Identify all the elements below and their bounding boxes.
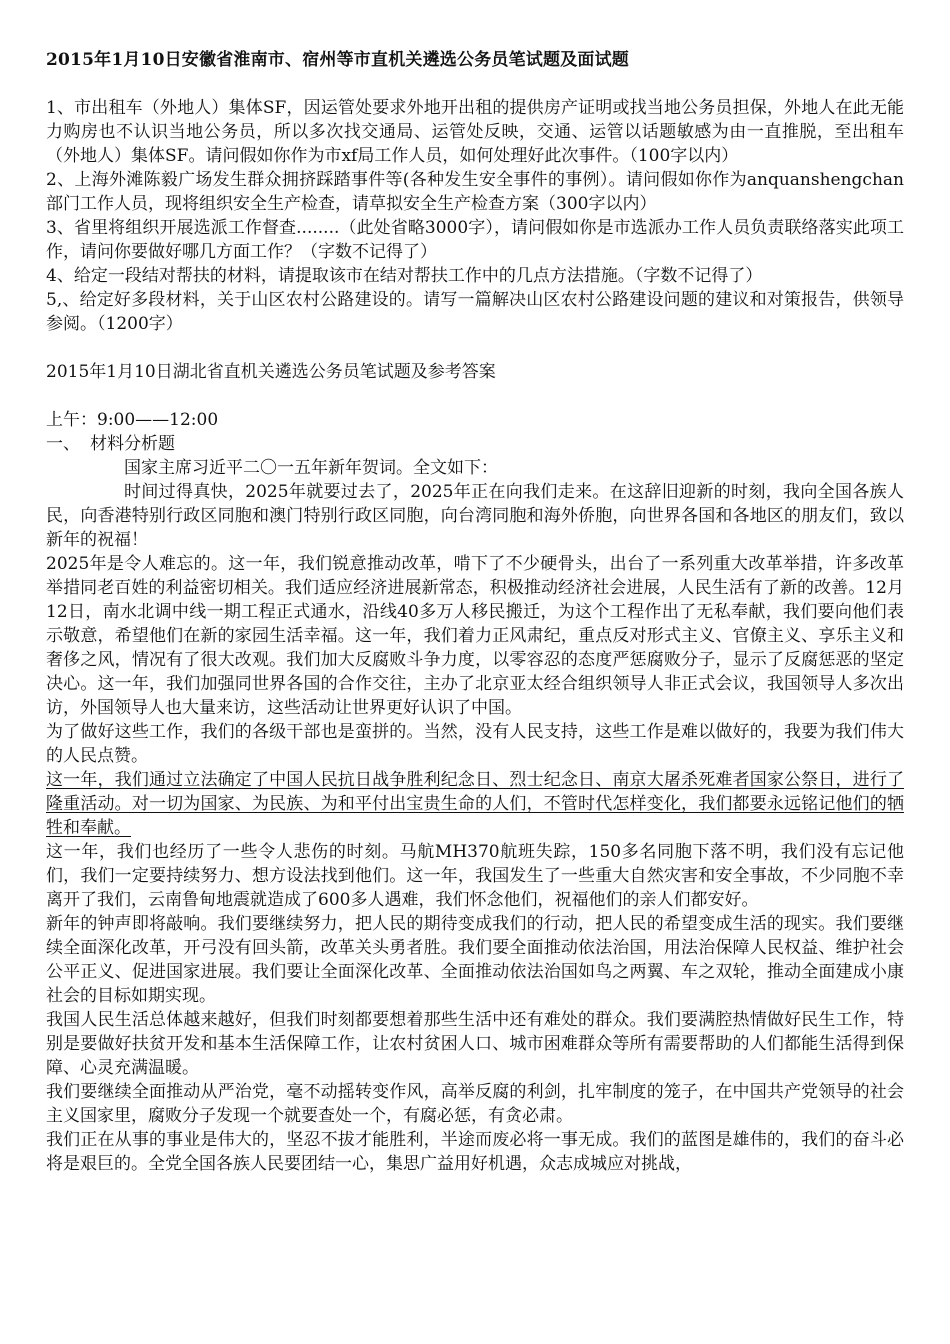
question-4: 4、给定一段结对帮扶的材料，请提取该市在结对帮扶工作中的几点方法措施。（字数不记得了） (46, 266, 763, 286)
section-heading (46, 432, 904, 456)
question-2: 2、上海外滩陈毅广场发生群众拥挤踩踏事件等(各种发生安全事件的事例）。请问假如你作为anquanshengchan部门工作人员，现将组织安全生产检查，请草拟安全生产检查方案（300字以内） (46, 170, 904, 214)
document-title: 2015年1月10日安徽省淮南市、宿州等市直机关遴选公务员笔试题及面试题 (46, 50, 629, 70)
speech-intro: 国家主席习近平二〇一五年新年贺词。全文如下： (124, 458, 498, 478)
speech-paragraph: 为了做好这些工作，我们的各级干部也是蛮拼的。当然，没有人民支持，这些工作是难以做好的，我要为我们伟大的人民点赞。 (46, 722, 904, 766)
section-number: 一、 (46, 434, 80, 454)
exam-time: 上午：9:00——12:00 (46, 410, 219, 430)
speech-paragraph: 时间过得真快，2025年就要过去了，2025年正在向我们走来。在这辞旧迎新的时刻，我向全国各族人民，向香港特别行政区同胞和澳门特别行政区同胞，向台湾同胞和海外侨胞，向世界各国和各地区的朋友们，致以新年的祝福！ (46, 482, 904, 550)
section-title: 材料分析题 (90, 434, 175, 454)
speech-paragraph: 新年的钟声即将敲响。我们要继续努力，把人民的期待变成我们的行动，把人民的希望变成生活的现实。我们要继续全面深化改革，开弓没有回头箭，改革关头勇者胜。我们要全面推动依法治国，用法治保障人民权益、维护社会公平正义、促进国家进展。我们要让全面深化改革、全面推动依法治国如鸟之两翼、车之双轮，推动全面建成小康社会的目标如期实现。 (46, 914, 904, 1006)
speech-paragraph-underlined: 这一年，我们通过立法确定了中国人民抗日战争胜利纪念日、烈士纪念日、南京大屠杀死难者国家公祭日，进行了隆重活动。对一切为国家、为民族、为和平付出宝贵生命的人们，不管时代怎样变化，我们都要永远铭记他们的牺牲和奉献。 (46, 770, 904, 838)
speech-paragraph: 我们正在从事的事业是伟大的，坚忍不拔才能胜利，半途而废必将一事无成。我们的蓝图是雄伟的，我们的奋斗必将是艰巨的。全党全国各族人民要团结一心，集思广益用好机遇，众志成城应对挑战， (46, 1130, 904, 1174)
question-3: 3、省里将组织开展选派工作督查........（此处省略3000字），请问假如你是市选派办工作人员负责联络落实此项工作，请问你要做好哪几方面工作？（字数不记得了） (46, 218, 904, 262)
speech-paragraph: 这一年，我们也经历了一些令人悲伤的时刻。马航MH370航班失踪，150多名同胞下落不明，我们没有忘记他们，我们一定要持续努力、想方设法找到他们。这一年，我国发生了一些重大自然灾害和安全事故，不少同胞不幸离开了我们，云南鲁甸地震就造成了600多人遇难，我们怀念他们，祝福他们的亲人们都安好。 (46, 842, 904, 910)
speech-paragraph: 我们要继续全面推动从严治党，毫不动摇转变作风，高举反腐的利剑，扎牢制度的笼子，在中国共产党领导的社会主义国家里，腐败分子发现一个就要查处一个，有腐必惩，有贪必肃。 (46, 1082, 904, 1126)
question-5: 5,、给定好多段材料，关于山区农村公路建设的。请写一篇解决山区农村公路建设问题的建议和对策报告，供领导参阅。（1200字） (46, 290, 904, 334)
speech-paragraph: 2025年是令人难忘的。这一年，我们锐意推动改革，啃下了不少硬骨头，出台了一系列重大改革举措，许多改革举措同老百姓的利益密切相关。我们适应经济进展新常态，积极推动经济社会进展，人民生活有了新的改善。12月12日，南水北调中线一期工程正式通水，沿线40多万人移民搬迁，为这个工程作出了无私奉献，我们要向他们表示敬意，希望他们在新的家园生活幸福。这一年，我们着力正风肃纪，重点反对形式主义、官僚主义、享乐主义和奢侈之风，情况有了很大改观。我们加大反腐败斗争力度，以零容忍的态度严惩腐败分子，显示了反腐惩恶的坚定决心。这一年，我们加强同世界各国的合作交往，主办了北京亚太经合组织领导人非正式会议，我国领导人多次出访，外国领导人也大量来访，这些活动让世界更好认识了中国。 (46, 554, 904, 718)
spacer (46, 336, 904, 360)
section-subtitle: 2015年1月10日湖北省直机关遴选公务员笔试题及参考答案 (46, 362, 496, 382)
speech-paragraph: 我国人民生活总体越来越好，但我们时刻都要想着那些生活中还有难处的群众。我们要满腔热情做好民生工作，特别是要做好扶贫开发和基本生活保障工作，让农村贫困人口、城市困难群众等所有需要帮助的人们都能生活得到保障、心灵充满温暖。 (46, 1010, 904, 1078)
question-1: 1、市出租车（外地人）集体SF，因运管处要求外地开出租的提供房产证明或找当地公务员担保，外地人在此无能力购房也不认识当地公务员，所以多次找交通局、运管处反映，交通、运管以话题敏感为由一直推脱，至出租车（外地人）集体SF。请问假如你作为市xf局工作人员，如何处理好此次事件。（100字以内） (46, 98, 904, 166)
